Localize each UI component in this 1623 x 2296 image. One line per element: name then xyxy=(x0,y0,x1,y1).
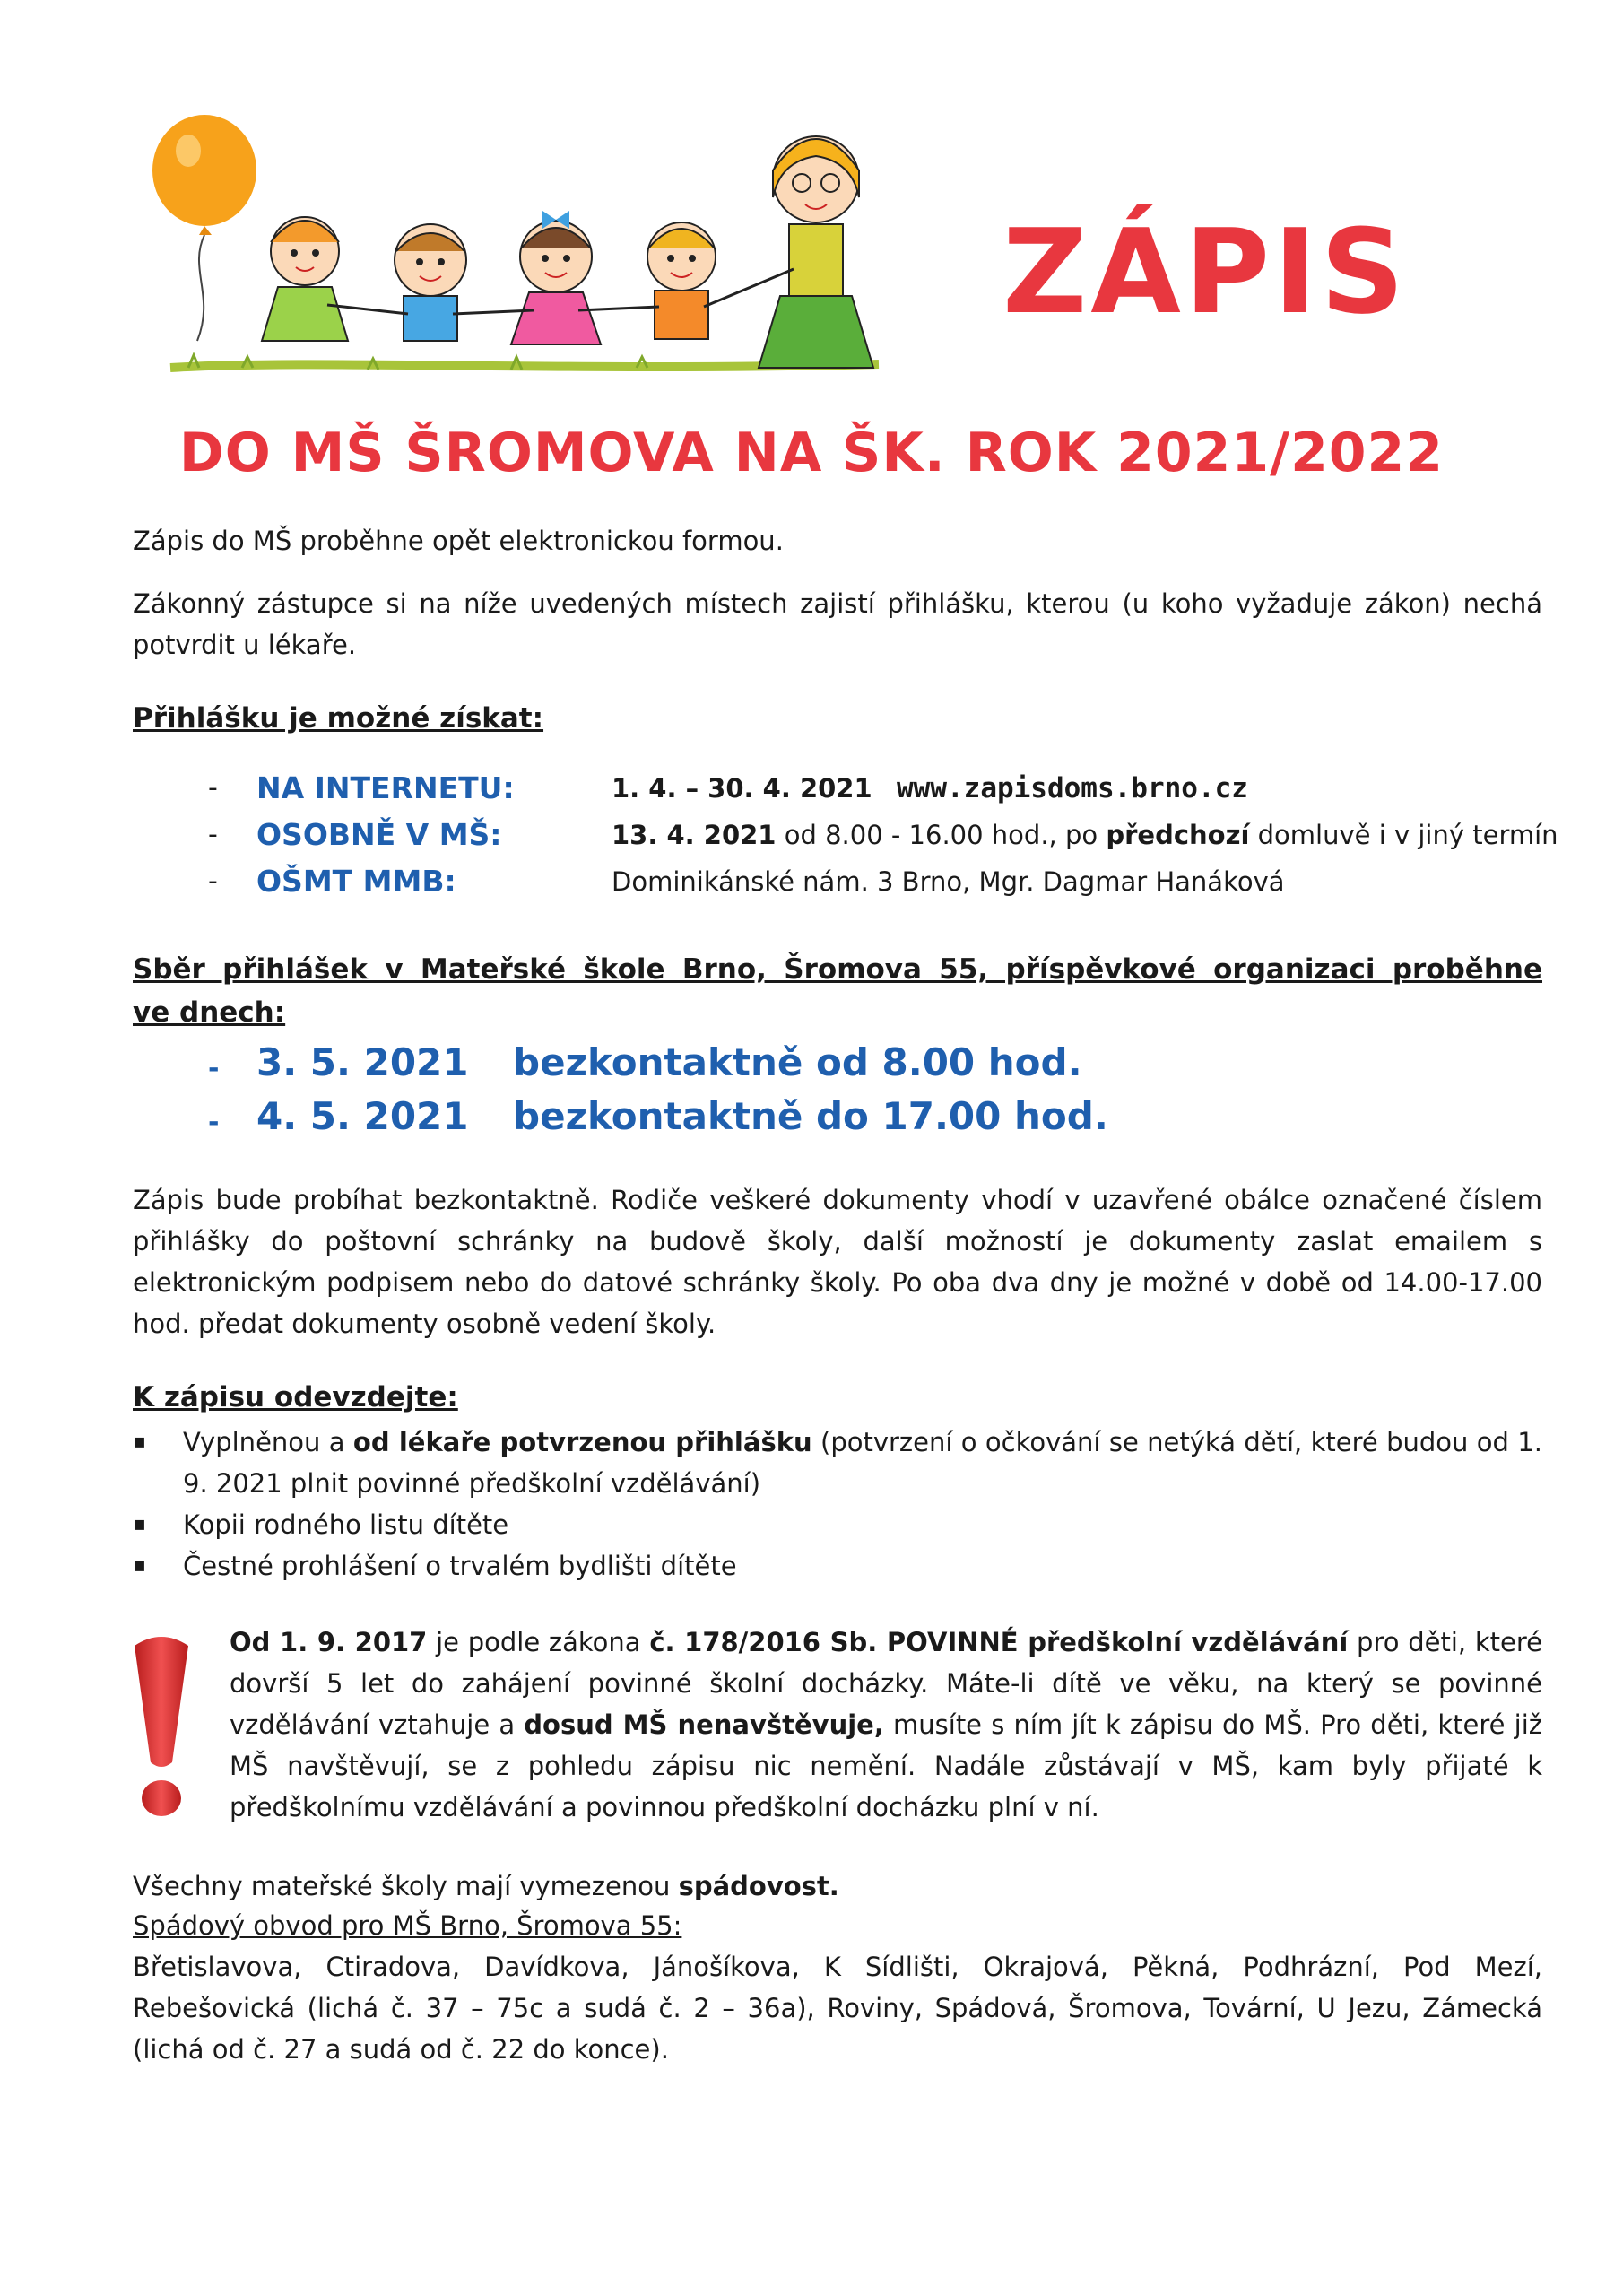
submit-item-3: ▪ Čestné prohlášení o trvalém bydlišti dítěte xyxy=(133,1545,1542,1587)
row-dash: - xyxy=(208,1053,220,1084)
intro-line-1: Zápis do MŠ proběhne opět elektronickou formou. xyxy=(133,526,784,556)
date-2: 4. 5. 2021 xyxy=(256,1094,469,1138)
date-2-text: bezkontaktně do 17.00 hod. xyxy=(513,1094,1108,1138)
page-subtitle: DO MŠ ŠROMOVA NA ŠK. ROK 2021/2022 xyxy=(178,422,1445,484)
procedure-text: Zápis bude probíhat bezkontaktně. Rodiče veškeré dokumenty vhodí v uzavřené obálce označené číslem přihlášky do poštovní schránky na budově školy, další možností je dokumenty zaslat emailem s elektronickým podpisem nebo do datové schránky školy. Po oba dva dny je možné v době od 14.00-17.00 hod. předat dokumenty osobně vedení školy. xyxy=(133,1185,1542,1339)
date-1-text: bezkontaktně od 8.00 hod. xyxy=(513,1040,1082,1084)
row-dash: - xyxy=(208,865,218,897)
notice-text: Od 1. 9. 2017 je podle zákona č. 178/2016 Sb. POVINNÉ předškolní vzdělávání pro děti, které dovrší 5 let do zahájení povinné školní docházky. Máte-li dítě ve věku, na který se povinné vzdělávání vztahuje a dosud MŠ nenavštěvuje, musíte s ním jít k zápisu do MŠ. Pro děti, které již MŠ navštěvují, se z pohledu zápisu nic nemění. Nadále zůstávají v MŠ, kam byly přijaté k předškolnímu vzdělávání a povinnou předškolní docházku plní v ní. xyxy=(230,1627,1542,1822)
website-link[interactable]: www.zapisdoms.brno.cz xyxy=(897,772,1248,804)
bullet: ▪ xyxy=(133,1513,146,1535)
collection-date-1 xyxy=(208,1040,1463,1094)
balloon-icon xyxy=(152,115,256,341)
row-text-personal: 13. 4. 2021 od 8.00 - 16.00 hod., po předchozí domluvě i v jiný termín xyxy=(612,820,1558,850)
date-1: 3. 5. 2021 xyxy=(256,1040,469,1084)
row-dash: - xyxy=(208,772,218,804)
catchment-heading: Spádový obvod pro MŠ Brno, Šromova 55: xyxy=(133,1910,682,1941)
exclamation-icon xyxy=(126,1628,197,1825)
submit-item-2: ▪ Kopii rodného listu dítěte xyxy=(133,1504,1542,1545)
row-label-internet: NA INTERNETU: xyxy=(256,770,515,805)
collection-date-2 xyxy=(208,1094,1463,1148)
catchment-line: Všechny mateřské školy mají vymezenou spádovost. xyxy=(133,1871,839,1901)
row-date-internet: 1. 4. – 30. 4. 2021 xyxy=(612,773,872,804)
bullet: ▪ xyxy=(133,1431,146,1453)
row-text-osmt: Dominikánské nám. 3 Brno, Mgr. Dagmar Hanáková xyxy=(612,866,1285,897)
row-dash: - xyxy=(208,1107,220,1138)
row-label-osmt: OŠMT MMB: xyxy=(256,864,456,899)
collection-heading: Sběr přihlášek v Mateřské škole Brno, Šromova 55, příspěvkové organizaci proběhne xyxy=(133,953,1542,986)
collection-heading-2: ve dnech: xyxy=(133,996,286,1029)
page-title: ZÁPIS xyxy=(1002,204,1409,340)
children-illustration xyxy=(135,99,906,404)
catchment-streets: Břetislavova, Ctiradova, Davídkova, Jánošíkova, K Sídlišti, Okrajová, Pěkná, Podhrázní, Pod Mezí, Rebešovická (lichá č. 37 – 75c a sudá č. 2 – 36a), Roviny, Spádová, Šromova, Tovární, U Jezu, Zámecká (lichá od č. 27 a sudá od č. 22 do konce). xyxy=(133,1952,1542,2065)
intro-line-2: Zákonný zástupce si na níže uvedených místech zajistí přihlášku, kterou (u koho vyžaduje zákon) nechá potvrdit u lékaře. xyxy=(133,588,1542,660)
row-dash: - xyxy=(208,819,218,850)
submit-heading: K zápisu odevzdejte: xyxy=(133,1381,458,1413)
obtain-heading: Přihlášku je možné získat: xyxy=(133,702,544,735)
submit-item-1: ▪ Vyplněnou a od lékaře potvrzenou přihlášku (potvrzení o očkování se netýká dětí, které budou od 1. 9. 2021 plnit povinné předškolní vzdělávání) xyxy=(133,1422,1542,1504)
row-label-personal: OSOBNĚ V MŠ: xyxy=(256,817,502,852)
bullet: ▪ xyxy=(133,1554,146,1577)
